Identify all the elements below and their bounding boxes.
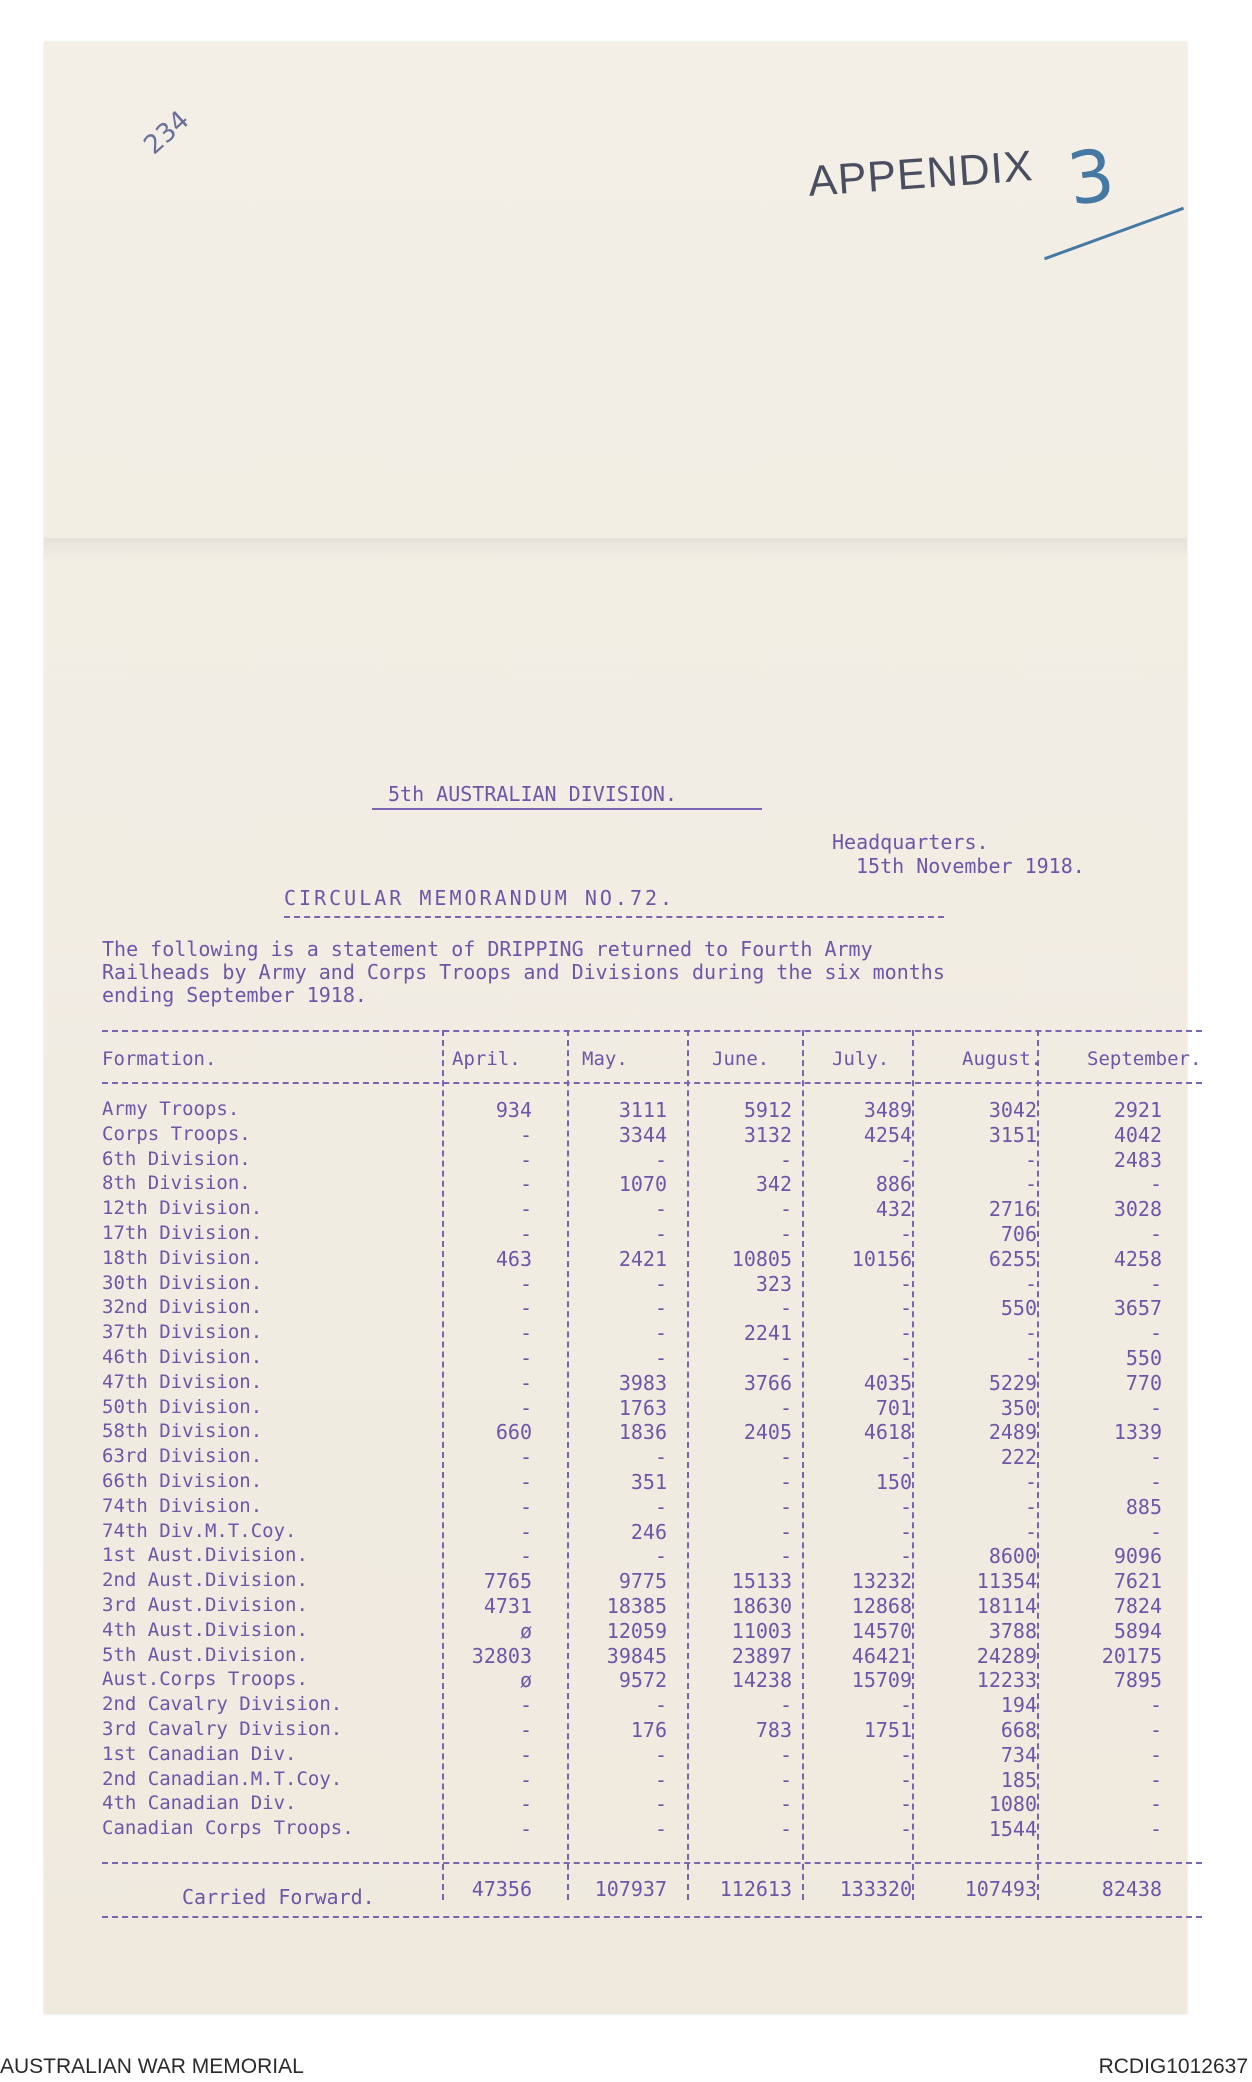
row-value: 3983 — [618, 1370, 667, 1395]
row-value: 4258 — [1113, 1246, 1162, 1271]
row-value: - — [654, 1544, 667, 1569]
row-value: - — [779, 1742, 792, 1767]
row-value: 2489 — [988, 1420, 1037, 1445]
memo-title: CIRCULAR MEMORANDUM NO.72. — [284, 886, 676, 910]
row-value: - — [779, 1395, 792, 1420]
row-value: - — [519, 1445, 532, 1470]
row-value: 3344 — [618, 1122, 667, 1147]
row-value: - — [519, 1767, 532, 1792]
row-value: - — [654, 1321, 667, 1346]
row-formation: 63rd Division. — [102, 1445, 263, 1468]
row-value: 1339 — [1113, 1420, 1162, 1445]
row-value: - — [1024, 1346, 1037, 1370]
row-value: - — [779, 1197, 792, 1222]
row-value: - — [1149, 1767, 1162, 1792]
row-value: - — [519, 1346, 532, 1370]
row-value: 222 — [1000, 1445, 1037, 1470]
row-value: 734 — [1000, 1742, 1037, 1767]
row-value: - — [779, 1544, 792, 1569]
row-value: - — [1024, 1321, 1037, 1346]
row-value: 46421 — [851, 1643, 912, 1668]
table-bottom-rule — [102, 1862, 1202, 1864]
row-value: - — [519, 1147, 532, 1172]
row-value: - — [899, 1767, 912, 1792]
row-value: - — [1024, 1147, 1037, 1172]
row-formation: 66th Division. — [102, 1470, 263, 1492]
row-value: 20175 — [1101, 1643, 1162, 1668]
row-value: 9096 — [1113, 1544, 1162, 1569]
row-formation: 2nd Aust.Division. — [102, 1569, 308, 1592]
row-value: 350 — [1000, 1395, 1037, 1420]
row-value: - — [654, 1742, 667, 1767]
row-value: 1751 — [863, 1718, 912, 1742]
row-value: - — [779, 1693, 792, 1718]
row-value: - — [654, 1296, 667, 1321]
row-value: - — [899, 1817, 912, 1842]
row-formation: 3rd Cavalry Division. — [102, 1718, 343, 1740]
row-value: 1836 — [618, 1420, 667, 1445]
row-value: 246 — [630, 1519, 667, 1544]
row-value: - — [519, 1271, 532, 1296]
footer-id: RCDIG1012637 — [1098, 2055, 1248, 2078]
row-value: 7765 — [483, 1569, 532, 1594]
row-value: 550 — [1000, 1296, 1037, 1321]
row-value: 9572 — [618, 1668, 667, 1693]
row-formation: 12th Division. — [102, 1197, 263, 1220]
row-value: 3657 — [1113, 1296, 1162, 1321]
row-value: 770 — [1125, 1370, 1162, 1395]
row-value: 432 — [875, 1197, 912, 1222]
dripping-table — [102, 1030, 1202, 1909]
row-formation: 1st Canadian Div. — [102, 1742, 297, 1765]
row-value: - — [654, 1817, 667, 1842]
row-value: - — [899, 1792, 912, 1817]
row-value: 5894 — [1113, 1618, 1162, 1643]
row-value: 3132 — [743, 1122, 792, 1147]
row-formation: 18th Division. — [102, 1246, 263, 1269]
row-formation: 32nd Division. — [102, 1296, 263, 1319]
row-value: - — [519, 1370, 532, 1395]
row-value: 342 — [755, 1172, 792, 1197]
column-header: July. — [832, 1048, 890, 1070]
row-value: 886 — [875, 1172, 912, 1197]
row-value: - — [519, 1222, 532, 1246]
row-value: - — [519, 1718, 532, 1742]
memo-title-rule — [284, 916, 944, 918]
row-value: - — [899, 1445, 912, 1470]
row-value: - — [654, 1792, 667, 1817]
row-value: - — [1149, 1470, 1162, 1494]
row-value: - — [779, 1767, 792, 1792]
row-value: 701 — [875, 1395, 912, 1420]
row-value: 783 — [755, 1718, 792, 1742]
column-header: Formation. — [102, 1048, 217, 1070]
row-value: 351 — [630, 1470, 667, 1494]
row-value: 1763 — [618, 1395, 667, 1420]
row-value: 2921 — [1113, 1098, 1162, 1122]
row-formation: 6th Division. — [102, 1147, 251, 1170]
row-value: 23897 — [731, 1643, 792, 1668]
row-value: 934 — [495, 1098, 532, 1122]
row-value: - — [1149, 1321, 1162, 1346]
row-value: - — [899, 1222, 912, 1246]
row-value: 18385 — [606, 1594, 667, 1618]
row-formation: 74th Division. — [102, 1494, 263, 1517]
row-value: 3788 — [988, 1618, 1037, 1643]
row-value: - — [899, 1346, 912, 1370]
row-formation: 2nd Canadian.M.T.Coy. — [102, 1767, 343, 1790]
row-value: - — [654, 1222, 667, 1246]
row-value: ø — [519, 1668, 532, 1693]
row-value: 11354 — [976, 1569, 1037, 1594]
row-formation: 8th Division. — [102, 1172, 251, 1195]
row-value: - — [519, 1122, 532, 1147]
row-value: 9775 — [618, 1569, 667, 1594]
table-end-rule — [102, 1916, 1202, 1918]
row-value: 3151 — [988, 1122, 1037, 1147]
row-value: - — [519, 1519, 532, 1544]
row-value: 39845 — [606, 1643, 667, 1668]
row-value: - — [1024, 1271, 1037, 1296]
total-value: 133320 — [839, 1877, 912, 1901]
row-formation: 5th Aust.Division. — [102, 1643, 308, 1666]
row-value: - — [1024, 1470, 1037, 1494]
row-value: - — [899, 1494, 912, 1519]
row-value: 185 — [1000, 1767, 1037, 1792]
row-formation: 50th Division. — [102, 1395, 263, 1418]
row-value: - — [899, 1147, 912, 1172]
row-value: - — [654, 1494, 667, 1519]
row-formation: Aust.Corps Troops. — [102, 1668, 308, 1691]
row-value: - — [519, 1817, 532, 1842]
row-value: - — [779, 1494, 792, 1519]
row-value: 18630 — [731, 1594, 792, 1618]
row-value: - — [519, 1693, 532, 1718]
row-value: 7621 — [1113, 1569, 1162, 1594]
row-value: 194 — [1000, 1693, 1037, 1718]
row-value: - — [1149, 1718, 1162, 1742]
row-value: - — [899, 1742, 912, 1767]
row-value: - — [899, 1271, 912, 1296]
row-value: - — [779, 1519, 792, 1544]
row-value: - — [519, 1792, 532, 1817]
row-value: 323 — [755, 1271, 792, 1296]
row-value: - — [1149, 1395, 1162, 1420]
row-value: - — [654, 1445, 667, 1470]
row-value: - — [779, 1445, 792, 1470]
row-value: 14238 — [731, 1668, 792, 1693]
paper-fold — [44, 538, 1187, 560]
row-value: - — [899, 1544, 912, 1569]
row-value: 11003 — [731, 1618, 792, 1643]
row-formation: 2nd Cavalry Division. — [102, 1693, 343, 1716]
row-value: - — [779, 1296, 792, 1321]
row-value: 13232 — [851, 1569, 912, 1594]
row-value: 668 — [1000, 1718, 1037, 1742]
row-value: 2421 — [618, 1246, 667, 1271]
row-value: ø — [519, 1618, 532, 1643]
row-value: 3042 — [988, 1098, 1037, 1122]
row-value: 10156 — [851, 1246, 912, 1271]
row-value: - — [1149, 1271, 1162, 1296]
row-value: - — [654, 1197, 667, 1222]
row-value: 2483 — [1113, 1147, 1162, 1172]
row-value: 12233 — [976, 1668, 1037, 1693]
appendix-stamp: APPENDIX — [806, 142, 1035, 206]
column-header: September. — [1087, 1048, 1202, 1070]
row-value: 2716 — [988, 1197, 1037, 1222]
row-value: - — [899, 1693, 912, 1718]
row-value: - — [519, 1742, 532, 1767]
row-formation: 1st Aust.Division. — [102, 1544, 308, 1567]
row-value: - — [1149, 1445, 1162, 1470]
row-value: 550 — [1125, 1346, 1162, 1370]
row-value: - — [1024, 1519, 1037, 1544]
row-value: 150 — [875, 1470, 912, 1494]
footer-credit: AUSTRALIAN WAR MEMORIAL — [0, 2055, 304, 2078]
row-value: 5912 — [743, 1098, 792, 1122]
row-value: 1080 — [988, 1792, 1037, 1817]
row-value: - — [779, 1792, 792, 1817]
headquarters-line: Headquarters. — [832, 830, 989, 854]
row-value: - — [899, 1519, 912, 1544]
row-value: 24289 — [976, 1643, 1037, 1668]
row-value: - — [1149, 1817, 1162, 1842]
row-value: 4042 — [1113, 1122, 1162, 1147]
total-value: 82438 — [1101, 1877, 1162, 1901]
row-value: 5229 — [988, 1370, 1037, 1395]
row-value: - — [519, 1296, 532, 1321]
row-value: - — [899, 1296, 912, 1321]
row-formation: Canadian Corps Troops. — [102, 1817, 354, 1840]
column-header: June. — [712, 1048, 770, 1070]
row-value: 3111 — [618, 1098, 667, 1122]
row-value: - — [1149, 1519, 1162, 1544]
row-value: - — [779, 1346, 792, 1370]
row-value: - — [654, 1346, 667, 1370]
row-value: - — [519, 1544, 532, 1569]
row-value: 660 — [495, 1420, 532, 1445]
column-header: August. — [962, 1048, 1043, 1070]
row-formation: 4th Canadian Div. — [102, 1792, 297, 1815]
total-value: 112613 — [719, 1877, 792, 1901]
row-value: 7895 — [1113, 1668, 1162, 1693]
row-value: - — [519, 1197, 532, 1222]
row-value: - — [899, 1321, 912, 1346]
row-value: - — [779, 1147, 792, 1172]
row-value: 8600 — [988, 1544, 1037, 1569]
column-divider — [912, 1030, 914, 1900]
row-formation: 47th Division. — [102, 1370, 263, 1393]
row-value: 706 — [1000, 1222, 1037, 1246]
row-value: - — [779, 1817, 792, 1842]
row-value: 7824 — [1113, 1594, 1162, 1618]
row-value: - — [654, 1271, 667, 1296]
row-value: 10805 — [731, 1246, 792, 1271]
row-value: - — [519, 1494, 532, 1519]
row-value: - — [654, 1767, 667, 1792]
row-value: 4035 — [863, 1370, 912, 1395]
row-value: - — [1024, 1172, 1037, 1197]
row-value: 18114 — [976, 1594, 1037, 1618]
row-value: 3766 — [743, 1370, 792, 1395]
row-value: - — [1149, 1742, 1162, 1767]
division-underline — [372, 808, 762, 810]
carried-forward-label: Carried Forward. — [182, 1885, 375, 1909]
row-value: - — [779, 1470, 792, 1494]
row-value: - — [519, 1172, 532, 1197]
row-formation: 17th Division. — [102, 1222, 263, 1244]
row-value: 6255 — [988, 1246, 1037, 1271]
row-value: 1544 — [988, 1817, 1037, 1842]
row-value: 4618 — [863, 1420, 912, 1445]
memo-date: 15th November 1918. — [856, 854, 1085, 878]
row-value: 15133 — [731, 1569, 792, 1594]
row-value: 3489 — [863, 1098, 912, 1122]
row-formation: 30th Division. — [102, 1271, 263, 1294]
row-formation: 37th Division. — [102, 1321, 263, 1344]
intro-paragraph: The following is a statement of DRIPPING returned to Fourth Army Railheads by Army and Corps Troops and Divisions during the six months ending September 1918. — [102, 937, 945, 1007]
row-value: - — [1024, 1494, 1037, 1519]
row-value: 4731 — [483, 1594, 532, 1618]
column-divider — [1037, 1030, 1039, 1900]
row-value: 885 — [1125, 1494, 1162, 1519]
row-formation: 3rd Aust.Division. — [102, 1594, 308, 1616]
row-formation: Army Troops. — [102, 1098, 240, 1120]
row-value: 3028 — [1113, 1197, 1162, 1222]
row-value: 176 — [630, 1718, 667, 1742]
column-header: April. — [452, 1048, 521, 1070]
row-value: 463 — [495, 1246, 532, 1271]
row-value: - — [519, 1321, 532, 1346]
row-formation: 46th Division. — [102, 1346, 263, 1368]
folio-number: 234 — [138, 105, 196, 161]
division-heading: 5th AUSTRALIAN DIVISION. — [388, 782, 677, 806]
row-formation: 58th Division. — [102, 1420, 263, 1443]
row-value: - — [1149, 1792, 1162, 1817]
row-formation: 74th Div.M.T.Coy. — [102, 1519, 297, 1542]
row-value: - — [654, 1693, 667, 1718]
row-value: 12059 — [606, 1618, 667, 1643]
row-formation: 4th Aust.Division. — [102, 1618, 308, 1641]
row-value: 2405 — [743, 1420, 792, 1445]
row-formation: Corps Troops. — [102, 1122, 251, 1145]
row-value: - — [1149, 1693, 1162, 1718]
total-value: 107937 — [594, 1877, 667, 1901]
appendix-number: 3 — [1062, 132, 1120, 222]
column-header: May. — [582, 1048, 628, 1070]
row-value: 14570 — [851, 1618, 912, 1643]
row-value: - — [519, 1395, 532, 1420]
row-value: - — [779, 1222, 792, 1246]
row-value: 2241 — [743, 1321, 792, 1346]
row-value: - — [1149, 1222, 1162, 1246]
total-value: 47356 — [471, 1877, 532, 1901]
row-value: - — [1149, 1172, 1162, 1197]
row-value: 1070 — [618, 1172, 667, 1197]
row-value: 15709 — [851, 1668, 912, 1693]
row-value: 32803 — [471, 1643, 532, 1668]
row-value: - — [654, 1147, 667, 1172]
total-value: 107493 — [964, 1877, 1037, 1901]
row-value: 12868 — [851, 1594, 912, 1618]
row-value: 4254 — [863, 1122, 912, 1147]
row-value: - — [519, 1470, 532, 1494]
